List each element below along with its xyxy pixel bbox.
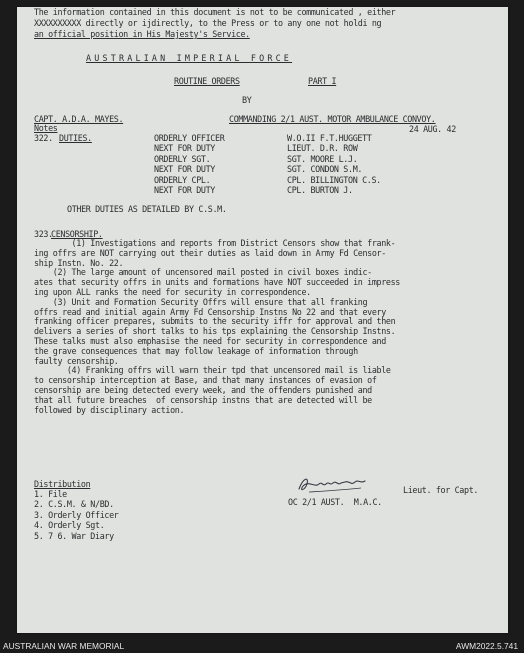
body-line: (1) Investigations and reports from District Censors show that frank- [34, 238, 396, 248]
body-line: censorship are being detected every week, and the offenders punished and [34, 384, 372, 395]
body-line: that all future breaches of censorship instns that are detected will be [34, 394, 372, 405]
body-line: (4) Franking offrs will warn their tpd that uncensored mail is liable [34, 365, 391, 376]
censorship-number: 323. [34, 229, 53, 239]
signatory-unit: OC 2/1 AUST. M.A.C. [288, 497, 382, 507]
body-line: offrs read and initial again Army Fd Censorship Instns No 22 and that every [34, 306, 386, 317]
censorship-title: CENSORSHIP. [51, 229, 103, 239]
duty-role: NEXT FOR DUTY [154, 185, 215, 196]
duty-roles [154, 133, 224, 195]
body-line: ates that security offrs in units and formations have NOT succeeded in impress [34, 277, 400, 288]
duty-role: NEXT FOR DUTY [154, 164, 215, 175]
notice-line-1: The information contained in this document is not to be communicated , either [34, 7, 396, 17]
duty-name: CPL. BILLINGTON C.S. [287, 174, 381, 185]
duty-name: LIEUT. D.R. ROW [287, 143, 358, 154]
signatory-rank: Lieut. for Capt. [403, 485, 479, 495]
duties-number: 322. [34, 133, 53, 143]
body-line: ing offrs are NOT carrying out their duties as laid down in Army Fd Censor- [34, 247, 386, 258]
body-line: delivers a series of short talks to his tps explaining the Censorship Instns. [34, 326, 396, 337]
body-line: to censorship interception at Base, and that many instances of evasion of [34, 375, 377, 386]
part-label: PART I [308, 76, 337, 86]
body-line: (2) The large amount of uncensored mail posted in civil boxes indic- [34, 267, 372, 278]
distribution-item: 1. File [34, 489, 67, 499]
body-line: followed by disciplinary action. [34, 404, 185, 415]
duty-role: NEXT FOR DUTY [154, 143, 215, 154]
body-line: These talks must also emphasise the need for security in correspondence and [34, 335, 386, 346]
body-line: franking officer prepares, submits to the security iffr for approval and then [34, 316, 396, 327]
distribution-item: 2. C.S.M. & N/BD. [34, 499, 114, 510]
distribution-item: 4. Orderly Sgt. [34, 520, 105, 531]
footer-credit: AUSTRALIAN WAR MEMORIAL [3, 641, 125, 651]
officer-name: CAPT. A.D.A. MAYES. [34, 114, 124, 124]
duty-name: CPL. BURTON J. [287, 185, 353, 196]
handwritten-signature [295, 472, 369, 498]
duty-name: W.O.II F.T.HUGGETT [287, 133, 372, 143]
body-line: (3) Unit and Formation Security Offrs will ensure that all franking [34, 296, 368, 307]
duty-role: ORDERLY SGT. [154, 153, 211, 164]
order-date: 24 AUG. 42 [409, 124, 456, 134]
routine-orders-title: ROUTINE ORDERS [174, 76, 240, 86]
command-line: COMMANDING 2/1 AUST. MOTOR AMBULANCE CONVOY. [229, 114, 436, 124]
by-label: BY [242, 95, 252, 105]
duty-names [287, 133, 381, 195]
duty-name: SGT. CONDON S.M. [287, 164, 363, 175]
distribution-list [34, 489, 118, 541]
document-page [17, 7, 508, 633]
duty-name: SGT. MOORE L.J. [287, 153, 358, 164]
notice-line-3: an official position in His Majesty's Service. [34, 29, 250, 39]
notes-label: Notes [34, 123, 58, 133]
notice-line-2: XXXXXXXXXX directly or ijdirectly, to the Press or to any one not holdi ng [34, 18, 382, 28]
distribution-title: Distribution [34, 479, 91, 489]
body-line: the grave consequences that may follow leakage of information through [34, 345, 358, 356]
other-duties-note: OTHER DUTIES AS DETAILED BY C.S.M. [67, 204, 227, 214]
duty-role: ORDERLY CPL. [154, 174, 211, 185]
distribution-item: 3. Orderly Officer [34, 509, 119, 520]
distribution-item: 5. 7 6. War Diary [34, 530, 114, 541]
body-line: ing upon ALL ranks the need for security in correspondence. [34, 286, 311, 297]
body-line: ship Instn. No. 22. [34, 257, 124, 268]
censorship-body [34, 239, 400, 415]
body-line: faulty censorship. [34, 355, 119, 366]
footer-accession-number: AWM2022.5.741 [455, 641, 518, 651]
duties-title: DUTIES. [59, 133, 92, 143]
force-heading: AUSTRALIAN IMPERIAL FORCE [86, 53, 293, 63]
duty-role: ORDERLY OFFICER [154, 133, 225, 143]
